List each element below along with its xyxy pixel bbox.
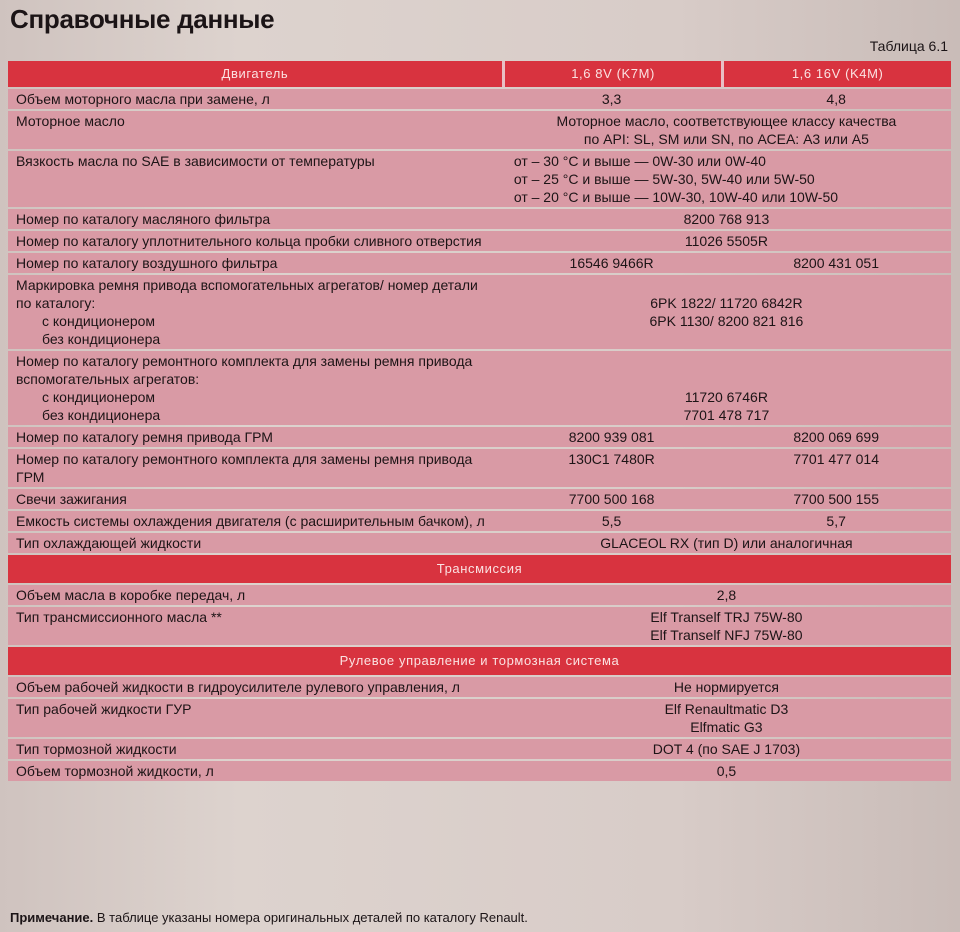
header-engine: Двигатель bbox=[8, 61, 502, 87]
row-value-merged: DOT 4 (по SAE J 1703) bbox=[502, 739, 951, 759]
row-value-merged: 11026 5505R bbox=[502, 231, 951, 251]
table-row bbox=[8, 489, 951, 509]
row-label: Свечи зажигания bbox=[8, 489, 502, 509]
row-value-merged: Elf Renaultmatic D3 Elfmatic G3 bbox=[502, 699, 951, 737]
row-value-k4m: 5,7 bbox=[721, 511, 951, 531]
table-row bbox=[8, 427, 951, 447]
row-label: Номер по каталогу воздушного фильтра bbox=[8, 253, 502, 273]
row-value-k4m: 7700 500 155 bbox=[721, 489, 951, 509]
table-row bbox=[8, 511, 951, 531]
row-label: Номер по каталогу ремонтного комплекта для замены ремня привода ГРМ bbox=[8, 449, 502, 487]
table-row bbox=[8, 761, 951, 781]
table-row bbox=[8, 739, 951, 759]
row-label: Номер по каталогу масляного фильтра bbox=[8, 209, 502, 229]
row-value-merged: 0,5 bbox=[502, 761, 951, 781]
table-row bbox=[8, 449, 951, 487]
row-value-merged: от – 30 °С и выше — 0W-30 или 0W-40 от – 25 °С и выше — 5W-30, 5W-40 или 5W-50 от – 20 °С и выше — 10W-30, 10W-40 или 10W-50 bbox=[502, 151, 951, 207]
table-number: Таблица 6.1 bbox=[869, 38, 948, 54]
row-value-k4m: 8200 431 051 bbox=[721, 253, 951, 273]
row-value-merged: GLACEOL RX (тип D) или аналогичная bbox=[502, 533, 951, 553]
row-value-k4m: 7701 477 014 bbox=[721, 449, 951, 487]
row-label: Тип трансмиссионного масла ** bbox=[8, 607, 502, 645]
row-label: Объем моторного масла при замене, л bbox=[8, 89, 502, 109]
table-row bbox=[8, 111, 951, 149]
table-row bbox=[8, 351, 951, 425]
row-label: Тип рабочей жидкости ГУР bbox=[8, 699, 502, 737]
table-row bbox=[8, 89, 951, 109]
footnote bbox=[10, 910, 528, 925]
row-label: Моторное масло bbox=[8, 111, 502, 149]
row-label: Тип тормозной жидкости bbox=[8, 739, 502, 759]
row-value-k4m: 8200 069 699 bbox=[721, 427, 951, 447]
section-header-steering: Рулевое управление и тормозная система bbox=[8, 647, 951, 675]
row-value-merged: Elf Tranself TRJ 75W-80 Elf Tranself NFJ 75W-80 bbox=[502, 607, 951, 645]
row-value-merged: 2,8 bbox=[502, 585, 951, 605]
row-label: Номер по каталогу уплотнительного кольца пробки сливного отверстия bbox=[8, 231, 502, 251]
row-value-merged: 11720 6746R 7701 478 717 bbox=[502, 351, 951, 425]
row-value-k7m: 130C1 7480R bbox=[502, 449, 721, 487]
header-k4m: 1,6 16V (K4M) bbox=[721, 61, 951, 87]
footnote-prefix: Примечание. bbox=[10, 910, 94, 925]
row-label: Вязкость масла по SAE в зависимости от температуры bbox=[8, 151, 502, 207]
row-value-merged: Не нормируется bbox=[502, 677, 951, 697]
row-label: Объем тормозной жидкости, л bbox=[8, 761, 502, 781]
row-value-merged: Моторное масло, соответствующее классу качества по API: SL, SM или SN, по АСЕА: А3 или А5 bbox=[502, 111, 951, 149]
table-row bbox=[8, 585, 951, 605]
row-value-k7m: 16546 9466R bbox=[502, 253, 721, 273]
row-label: Номер по каталогу ремня привода ГРМ bbox=[8, 427, 502, 447]
table-row bbox=[8, 209, 951, 229]
table-row bbox=[8, 231, 951, 251]
page-title: Справочные данные bbox=[10, 4, 275, 34]
table-header bbox=[8, 61, 951, 87]
row-label: Объем рабочей жидкости в гидроусилителе рулевого управления, л bbox=[8, 677, 502, 697]
row-value-k7m: 8200 939 081 bbox=[502, 427, 721, 447]
table-row bbox=[8, 151, 951, 207]
row-value-merged: 8200 768 913 bbox=[502, 209, 951, 229]
row-label: Номер по каталогу ремонтного комплекта для замены ремня привода вспомогательных агрегатов: с кондиционером без кондиционера bbox=[8, 351, 502, 425]
row-label: Маркировка ремня привода вспомогательных агрегатов/ номер детали по каталогу: с кондиционером без кондиционера bbox=[8, 275, 502, 349]
specs-table bbox=[8, 59, 951, 783]
table-row bbox=[8, 607, 951, 645]
row-value-k7m: 7700 500 168 bbox=[502, 489, 721, 509]
row-value-k7m: 5,5 bbox=[502, 511, 721, 531]
row-label: Объем масла в коробке передач, л bbox=[8, 585, 502, 605]
row-label: Тип охлаждающей жидкости bbox=[8, 533, 502, 553]
footnote-text: В таблице указаны номера оригинальных деталей по каталогу Renault. bbox=[96, 910, 528, 925]
row-value-k4m: 4,8 bbox=[721, 89, 951, 109]
table-row bbox=[8, 677, 951, 697]
section-header-transmission: Трансмиссия bbox=[8, 555, 951, 583]
header-k7m: 1,6 8V (K7M) bbox=[502, 61, 721, 87]
row-label: Емкость системы охлаждения двигателя (с расширительным бачком), л bbox=[8, 511, 502, 531]
table-row bbox=[8, 533, 951, 553]
table-row bbox=[8, 699, 951, 737]
row-value-merged: 6PK 1822/ 11720 6842R 6PK 1130/ 8200 821 816 bbox=[502, 275, 951, 349]
table-row bbox=[8, 253, 951, 273]
row-value-k7m: 3,3 bbox=[502, 89, 721, 109]
table-row bbox=[8, 275, 951, 349]
